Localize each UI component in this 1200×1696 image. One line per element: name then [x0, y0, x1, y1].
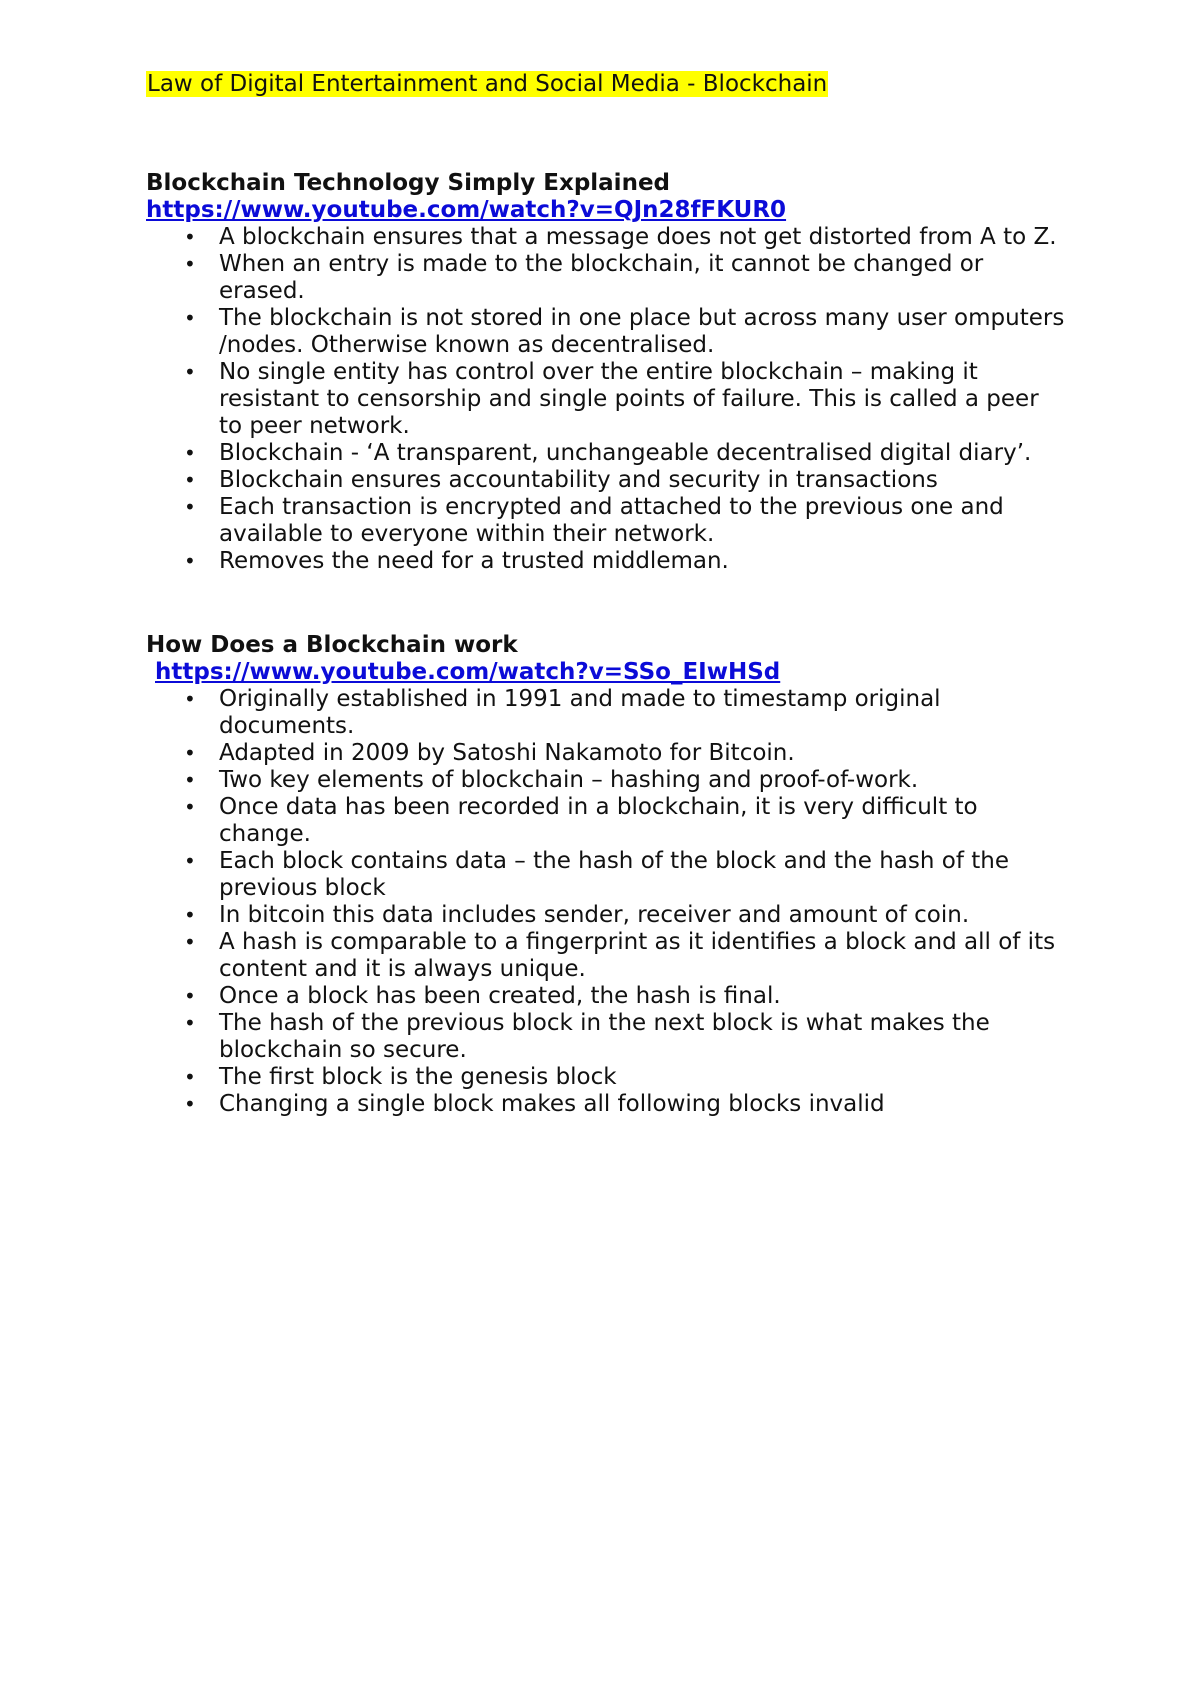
- list-item: [146, 251, 1066, 305]
- list-item-text: Each transaction is encrypted and attached to the previous one and available to everyone within their network.: [219, 494, 1004, 547]
- bullet-icon: •: [184, 252, 196, 276]
- list-item-text: Changing a single block makes all following blocks invalid: [219, 1091, 885, 1117]
- list-item: [146, 1091, 1066, 1118]
- bullet-icon: •: [184, 984, 196, 1008]
- list-item: [146, 794, 1066, 848]
- list-item: [146, 983, 1066, 1010]
- section-blockchain-simply-explained: [146, 170, 1066, 575]
- list-item: [146, 1064, 1066, 1091]
- bullet-icon: •: [184, 795, 196, 819]
- list-item: [146, 848, 1066, 902]
- list-item-text: Two key elements of blockchain – hashing and proof-of-work.: [219, 767, 919, 793]
- youtube-link[interactable]: https://www.youtube.com/watch?v=QJn28fFKUR0: [146, 197, 787, 223]
- bullet-icon: •: [184, 741, 196, 765]
- bullet-icon: •: [184, 1065, 196, 1089]
- list-item: [146, 494, 1066, 548]
- list-item: [146, 1010, 1066, 1064]
- bullet-icon: •: [184, 468, 196, 492]
- bullet-icon: •: [184, 549, 196, 573]
- list-item-text: No single entity has control over the entire blockchain – making it resistant to censorship and single points of failure. This is called a peer to peer network.: [219, 359, 1039, 439]
- list-item: [146, 902, 1066, 929]
- list-item: [146, 467, 1066, 494]
- list-item-text: When an entry is made to the blockchain, it cannot be changed or erased.: [219, 251, 984, 304]
- list-item-text: A blockchain ensures that a message does not get distorted from A to Z.: [219, 224, 1057, 250]
- bullet-icon: •: [184, 495, 196, 519]
- list-item: [146, 740, 1066, 767]
- list-item: [146, 359, 1066, 440]
- bullet-icon: •: [184, 930, 196, 954]
- list-item-text: Blockchain ensures accountability and security in transactions: [219, 467, 938, 493]
- list-item-text: The first block is the genesis block: [219, 1064, 617, 1090]
- bullet-icon: •: [184, 225, 196, 249]
- list-item-text: The blockchain is not stored in one place but across many user omputers /nodes. Otherwise known as decentralised.: [219, 305, 1065, 358]
- list-item-text: Each block contains data – the hash of the block and the hash of the previous block: [219, 848, 1009, 901]
- list-item-text: Adapted in 2009 by Satoshi Nakamoto for Bitcoin.: [219, 740, 795, 766]
- bullet-icon: •: [184, 1092, 196, 1116]
- list-item: [146, 224, 1066, 251]
- list-item-text: Removes the need for a trusted middleman.: [219, 548, 729, 574]
- bullet-icon: •: [184, 687, 196, 711]
- document-title-highlight: Law of Digital Entertainment and Social Media - Blockchain: [147, 71, 828, 97]
- list-item-text: Originally established in 1991 and made to timestamp original documents.: [219, 686, 941, 739]
- section-heading: How Does a Blockchain work: [146, 632, 518, 658]
- list-item-text: Once a block has been created, the hash is final.: [219, 983, 781, 1009]
- bullet-icon: •: [184, 441, 196, 465]
- document-title: [146, 68, 828, 100]
- bullet-icon: •: [184, 306, 196, 330]
- bullet-icon: •: [184, 903, 196, 927]
- bullet-list: [146, 224, 1066, 575]
- list-item: [146, 440, 1066, 467]
- list-item-text: Once data has been recorded in a blockchain, it is very difficult to change.: [219, 794, 978, 847]
- list-item-text: Blockchain - ‘A transparent, unchangeable decentralised digital diary’.: [219, 440, 1032, 466]
- list-item: [146, 767, 1066, 794]
- list-item-text: A hash is comparable to a fingerprint as it identifies a block and all of its content and it is always unique.: [219, 929, 1056, 982]
- list-item: [146, 929, 1066, 983]
- bullet-icon: •: [184, 1011, 196, 1035]
- youtube-link[interactable]: https://www.youtube.com/watch?v=SSo_EIwHSd: [155, 659, 781, 685]
- list-item: [146, 686, 1066, 740]
- bullet-icon: •: [184, 360, 196, 384]
- list-item-text: In bitcoin this data includes sender, receiver and amount of coin.: [219, 902, 970, 928]
- section-how-blockchain-works: [146, 632, 1066, 1118]
- bullet-list: [146, 686, 1066, 1118]
- list-item: [146, 305, 1066, 359]
- bullet-icon: •: [184, 849, 196, 873]
- section-heading: Blockchain Technology Simply Explained: [146, 170, 671, 196]
- list-item: [146, 548, 1066, 575]
- bullet-icon: •: [184, 768, 196, 792]
- list-item-text: The hash of the previous block in the next block is what makes the blockchain so secure.: [219, 1010, 990, 1063]
